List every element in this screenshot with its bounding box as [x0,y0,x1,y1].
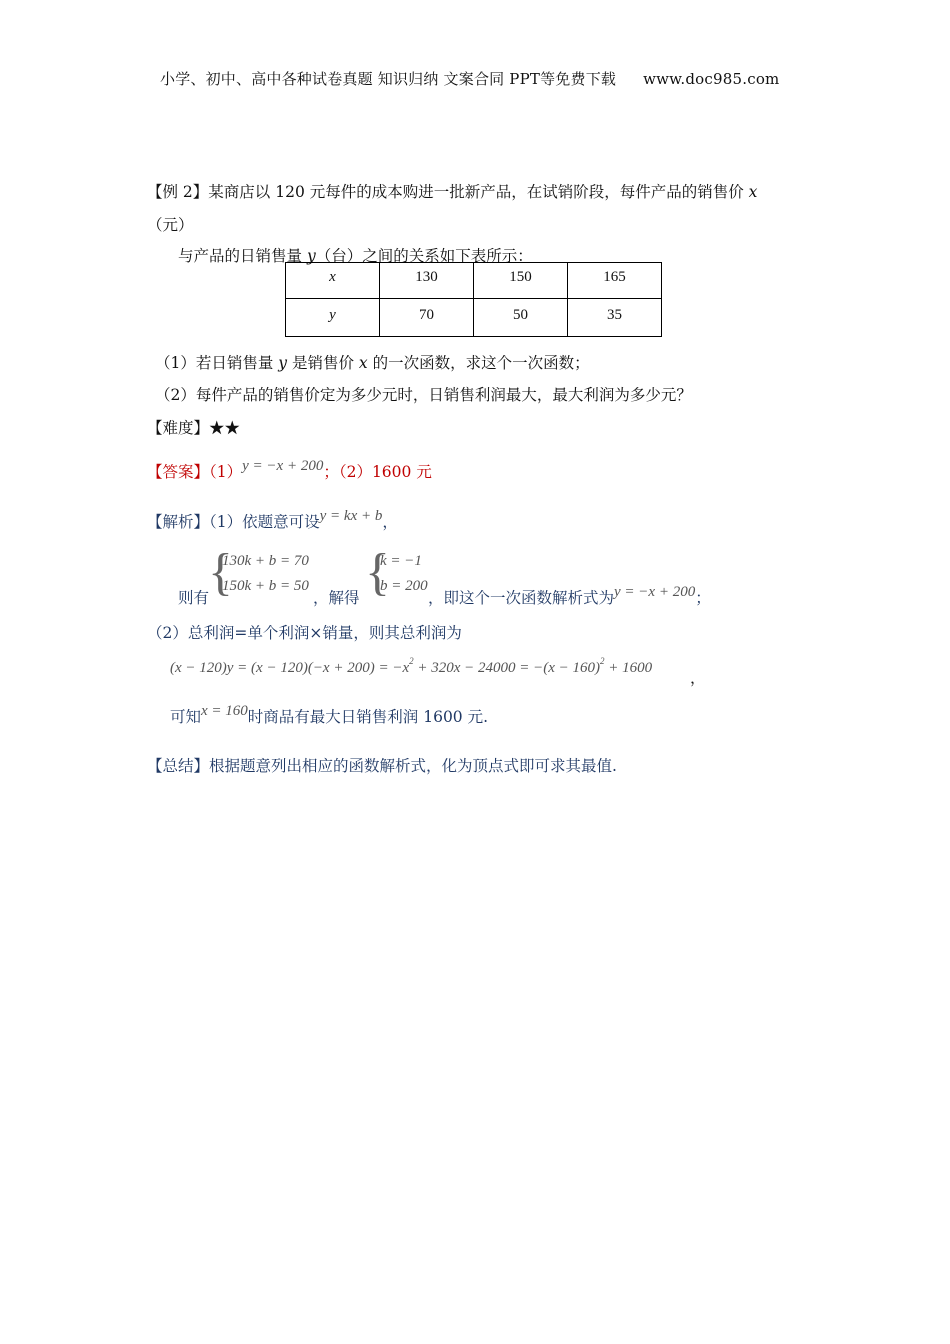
system-1-line-1: 130k + b = 70 [222,553,309,569]
data-table [285,262,662,337]
summary-label: 【总结】 [147,757,210,775]
problem-tag: 【例 2】 [147,183,209,201]
difficulty-label: 【难度】 [147,419,210,437]
table-row [286,299,662,337]
system-2-line-2: b = 200 [380,578,428,594]
summary: 【总结】根据题意列出相应的函数解析式，化为顶点式即可求其最值. [147,757,617,775]
then-have: 则有 [178,589,210,607]
answer: 【答案】（1）y = −x + 200；（2）1600 元 [147,458,432,481]
table-cell: 130 [380,263,474,299]
table-cell: 70 [380,299,474,337]
question-2: （2）每件产品的销售价定为多少元时，日销售利润最大，最大利润为多少元？ [155,386,692,404]
table-cell: y [286,299,380,337]
analysis-conclusion: 可知x = 160时商品有最大日销售利润 1600 元. [170,703,489,726]
analysis-line-1: 【解析】（1）依题意可设y = kx + b， [147,508,398,531]
answer-label: 【答案】 [147,463,210,481]
profit-expression: $(x - 120)y = (x - 120)(-x + 200) = -x^2 + 320x - 24000 = -(x - 160)^2 + 1600$ [170,656,653,676]
problem-line-2: （元） [147,216,194,234]
system-1-line-2: 150k + b = 50 [222,578,309,594]
difficulty [147,416,240,438]
solved-label: ，解得 [313,589,360,607]
answer-expr-1: y = −x + 200 [242,458,324,474]
table-row [286,263,662,299]
difficulty-stars: ★★ [209,419,241,437]
result-line: ，即这个一次函数解析式为y = −x + 200； [428,584,711,607]
x-160-expr: x = 160 [201,703,248,719]
page-header [160,68,779,89]
header-text: 小学、初中、高中各种试卷真题 知识归纳 文案合同 PPT等免费下载 [160,70,617,88]
table-cell: 150 [474,263,568,299]
table-cell: x [286,263,380,299]
analysis-line-2: （2）总利润=单个利润×销量，则其总利润为 [147,624,462,642]
table-cell: 35 [568,299,662,337]
system-2-line-1: k = −1 [380,553,422,569]
analysis-label: 【解析】 [147,513,210,531]
left-brace-2: { [365,544,390,601]
problem-line-3: 与产品的日销售量 y（台）之间的关系如下表所示： [178,247,533,265]
problem-line-1: 【例 2】某商店以 120 元每件的成本购进一批新产品，在试销阶段，每件产品的销售价 x [147,183,758,201]
result-expr: y = −x + 200 [614,584,696,600]
table-cell: 165 [568,263,662,299]
header-url[interactable]: www.doc985.com [643,70,780,88]
expr-kxb: y = kx + b [319,508,383,524]
table-cell: 50 [474,299,568,337]
left-brace-1: { [208,544,233,601]
question-1: （1）若日销售量 y 是销售价 x 的一次函数，求这个一次函数； [155,354,590,372]
profit-comma: ， [690,669,706,687]
